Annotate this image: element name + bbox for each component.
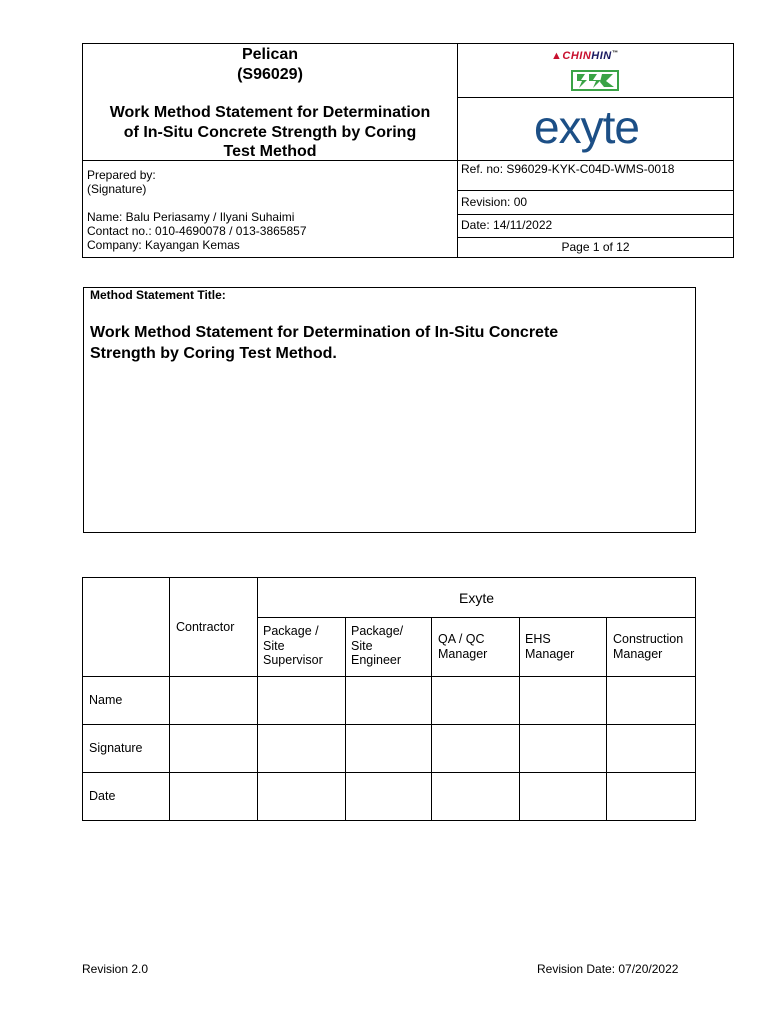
preparer-contact: Contact no.: 010-4690078 / 013-3865857: [87, 224, 307, 238]
method-statement-box: [83, 287, 696, 533]
exyte-logo: exyte: [534, 101, 639, 153]
revision-divider: [457, 214, 734, 215]
row-label-date: Date: [89, 789, 116, 803]
col-header-line: QA / QC: [438, 632, 485, 646]
prepared-by-label: Prepared by:: [87, 168, 156, 182]
project-name: Pelican: [241, 46, 299, 63]
col-header-line: Site: [351, 638, 373, 653]
row-divider-3: [83, 772, 696, 773]
col-divider-4: [431, 617, 432, 821]
footer-revision: Revision 2.0: [82, 962, 149, 976]
chinhin-emblem-icon: [571, 70, 619, 91]
col-header-line: Manager: [525, 646, 575, 661]
col-divider-3: [345, 617, 346, 821]
col-header-line: Site: [263, 638, 285, 653]
col-header-line: Manager: [438, 646, 488, 661]
row-label-signature: Signature: [89, 741, 143, 755]
method-statement-label: Method Statement Title:: [90, 288, 226, 302]
chinhin-trademark: ™: [611, 50, 619, 57]
header-divider-vertical: [457, 44, 458, 258]
chinhin-logo-prefix: ▲CHIN: [551, 50, 592, 62]
logo-divider: [457, 97, 734, 98]
doc-title-line-1: Work Method Statement for Determination: [109, 104, 431, 121]
method-statement-title-line-2: Strength by Coring Test Method.: [90, 345, 337, 362]
page-number: Page 1 of 12: [561, 240, 630, 254]
doc-title-line-3: Test Method: [223, 143, 317, 160]
preparer-name: Name: Balu Periasamy / Ilyani Suhaimi: [87, 210, 295, 224]
doc-title-line-2: of In-Situ Concrete Strength by Coring: [123, 124, 417, 141]
revision-number: Revision: 00: [461, 195, 528, 209]
ref-divider: [457, 190, 734, 191]
col-header-line: Package/: [351, 624, 404, 638]
col-divider-5: [519, 617, 520, 821]
col-header-line: Manager: [613, 646, 663, 661]
col-divider-2: [257, 578, 258, 821]
col-header-qa-qc: [438, 632, 487, 661]
signoff-table: [82, 577, 696, 821]
col-header-line: EHS: [525, 632, 551, 646]
col-header-line: Engineer: [351, 653, 402, 667]
signature-label: (Signature): [87, 182, 147, 196]
exyte-header-divider: [257, 617, 696, 618]
method-statement-title-line-1: Work Method Statement for Determination of In-Situ Concrete: [90, 324, 559, 341]
preparer-company: Company: Kayangan Kemas: [87, 238, 240, 252]
exyte-header: Exyte: [458, 590, 494, 606]
document-date: Date: 14/11/2022: [461, 218, 553, 232]
col-header-line: Package /: [263, 624, 319, 638]
chinhin-logo: [551, 50, 618, 62]
col-header-line: Construction: [613, 632, 684, 646]
col-header-line: Supervisor: [263, 653, 323, 667]
contractor-header: Contractor: [176, 620, 235, 634]
footer-revision-date: Revision Date: 07/20/2022: [537, 962, 679, 976]
col-header-package-engineer: [351, 624, 403, 668]
project-code: (S96029): [237, 66, 303, 83]
row-divider-2: [83, 724, 696, 725]
col-header-construction: [613, 632, 683, 661]
col-divider-1: [169, 578, 170, 821]
row-divider-1: [83, 676, 696, 677]
row-label-name: Name: [89, 693, 123, 707]
col-header-ehs: [525, 632, 574, 661]
date-divider: [457, 237, 734, 238]
col-divider-6: [606, 617, 607, 821]
reference-number: Ref. no: S96029-KYK-C04D-WMS-0018: [461, 162, 675, 176]
col-header-package-supervisor: [263, 624, 323, 668]
chinhin-logo-suffix: HIN: [591, 50, 612, 62]
